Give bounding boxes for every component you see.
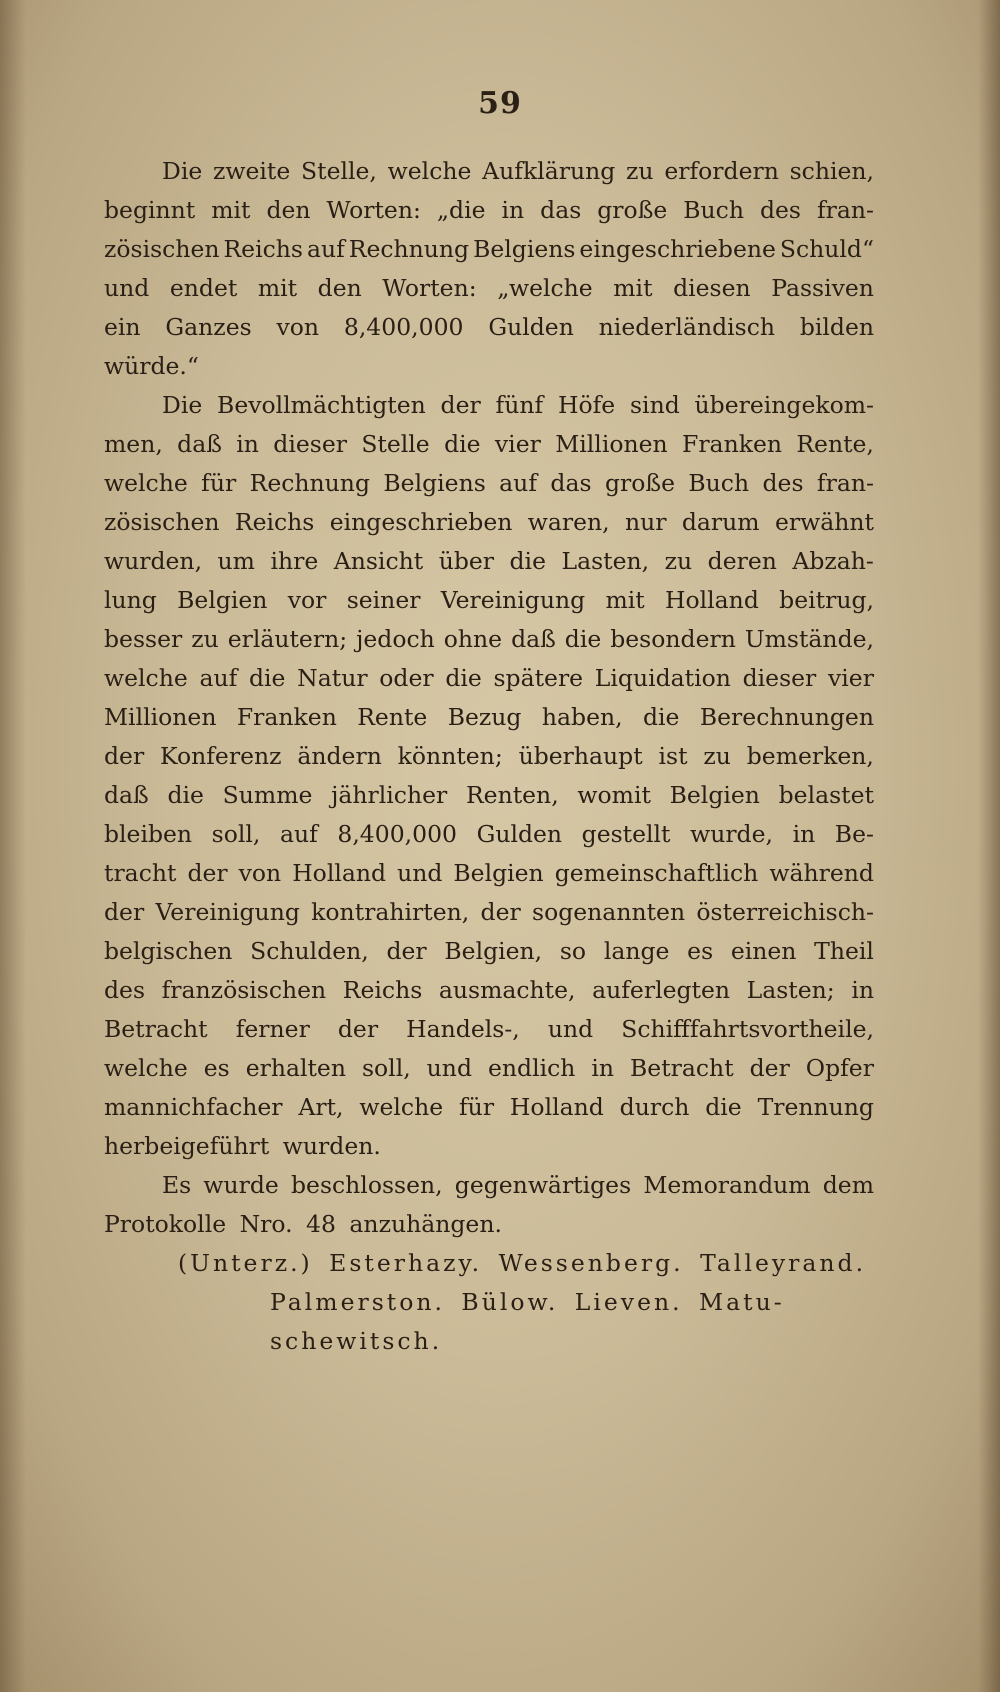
word: Bezug xyxy=(447,703,522,731)
paragraph-agreement-line xyxy=(104,1010,874,1049)
word: soll, xyxy=(361,1054,411,1082)
word: es xyxy=(203,1054,230,1082)
signature-line1: (Unterz.) Esterhazy. Wessenberg. Talleyrand. xyxy=(178,1249,867,1277)
word: erläutern; xyxy=(227,625,348,653)
word: ferner xyxy=(235,1015,310,1043)
word: Belgien xyxy=(669,781,760,809)
word: einen xyxy=(730,937,797,965)
word: jedoch xyxy=(356,625,435,653)
word: Liquidation xyxy=(594,664,731,692)
word: Worten: xyxy=(382,274,477,302)
signature-line2: Palmerston. Bülow. Lieven. Matu- xyxy=(270,1288,785,1316)
word: Ansicht xyxy=(333,547,424,575)
word: bemerken, xyxy=(746,742,874,770)
word: deren xyxy=(707,547,777,575)
word: lung xyxy=(104,586,157,614)
word: die xyxy=(643,703,680,731)
word: welche xyxy=(104,1054,188,1082)
word: bilden xyxy=(799,313,874,341)
word: nur xyxy=(624,508,667,536)
word: diesen xyxy=(673,274,751,302)
word: Berechnungen xyxy=(699,703,874,731)
word: Franken xyxy=(682,430,782,458)
word: zu xyxy=(703,742,731,770)
word: Gulden xyxy=(476,820,563,848)
word: den xyxy=(317,274,362,302)
word: die xyxy=(445,664,482,692)
word: Abzah- xyxy=(792,547,874,575)
word: waren, xyxy=(527,508,610,536)
word: das xyxy=(550,469,592,497)
word: für xyxy=(201,469,237,497)
word: zu xyxy=(191,625,219,653)
word: der xyxy=(104,898,145,926)
word: eingeschriebene xyxy=(579,235,776,263)
word: die xyxy=(564,625,602,653)
word: ein xyxy=(104,313,141,341)
word: endet xyxy=(169,274,238,302)
paragraph-agreement-line xyxy=(104,503,874,542)
word: gestellt xyxy=(581,820,671,848)
word: der xyxy=(440,391,481,419)
word: tracht xyxy=(104,859,177,887)
page-edge-left xyxy=(0,0,26,1692)
word: welche xyxy=(359,1093,444,1121)
word: die xyxy=(249,664,286,692)
word: Stelle, xyxy=(301,157,377,185)
word: ihre xyxy=(270,547,319,575)
word: große xyxy=(604,469,675,497)
word: Es xyxy=(162,1171,192,1199)
signature-line3: schewitsch. xyxy=(270,1327,443,1355)
word: beitrug, xyxy=(779,586,874,614)
word: gegenwärtiges xyxy=(454,1171,632,1199)
word: Rechnung xyxy=(249,469,370,497)
word: Betracht xyxy=(104,1015,208,1043)
word: sogenannten xyxy=(532,898,686,926)
word: des xyxy=(762,469,804,497)
word: Höfe xyxy=(557,391,616,419)
word: Bevollmächtigten xyxy=(217,391,426,419)
word: vier xyxy=(494,430,541,458)
word: darum xyxy=(681,508,760,536)
word: Belgiens xyxy=(383,469,486,497)
word: lange xyxy=(603,937,670,965)
word: das xyxy=(540,196,582,224)
word: Memorandum xyxy=(643,1171,811,1199)
word: Stelle xyxy=(361,430,430,458)
word: der xyxy=(337,1015,379,1043)
word: spätere xyxy=(493,664,584,692)
paragraph-second-passage-line xyxy=(104,269,874,308)
paragraph-second-passage-line xyxy=(104,230,874,269)
paragraph-agreement-line xyxy=(104,542,874,581)
word: wurden, xyxy=(104,547,203,575)
word: Ganzes xyxy=(165,313,252,341)
word: Theil xyxy=(814,937,874,965)
word: Holland xyxy=(509,1093,604,1121)
word: der xyxy=(386,937,427,965)
word: Rente xyxy=(357,703,428,731)
word: Trennung xyxy=(757,1093,874,1121)
page-number: 59 xyxy=(478,86,522,121)
paragraph-agreement-line xyxy=(104,464,874,503)
word: durch xyxy=(619,1093,690,1121)
word: womit xyxy=(577,781,651,809)
paragraph-agreement-line xyxy=(104,815,874,854)
word: niederländisch xyxy=(598,313,775,341)
word: erwähnt xyxy=(774,508,874,536)
word: Holland xyxy=(292,859,387,887)
word: Lasten; xyxy=(746,976,835,1004)
word: ändern xyxy=(297,742,382,770)
word: Buch xyxy=(688,469,750,497)
word: Vereinigung xyxy=(155,898,300,926)
word: auf xyxy=(279,820,318,848)
word: fran- xyxy=(816,196,874,224)
word: über xyxy=(438,547,495,575)
word: haben, xyxy=(541,703,623,731)
word: endlich xyxy=(487,1054,576,1082)
word: von xyxy=(238,859,282,887)
word: fünf xyxy=(495,391,544,419)
word: beschlossen, xyxy=(291,1171,443,1199)
word: vier xyxy=(828,664,874,692)
word: sind xyxy=(630,391,680,419)
word: zweite xyxy=(213,157,291,185)
word: Franken xyxy=(236,703,337,731)
word: ohne xyxy=(443,625,503,653)
page-edge-right xyxy=(978,0,1000,1692)
word: Renten, xyxy=(465,781,559,809)
word: übereingekom- xyxy=(694,391,874,419)
paragraph-agreement-line xyxy=(104,893,874,932)
paragraph-resolution-line: Protokolle Nro. 48 anzuhängen. xyxy=(104,1210,502,1238)
word: Vereinigung xyxy=(440,586,586,614)
word: oder xyxy=(379,664,434,692)
word: dieser xyxy=(273,430,347,458)
word: seiner xyxy=(346,586,421,614)
word: 8,400,000 xyxy=(343,313,464,341)
word: des xyxy=(104,976,146,1004)
word: Die xyxy=(162,391,203,419)
word: belastet xyxy=(778,781,874,809)
body-text xyxy=(104,152,874,1361)
word: wurde, xyxy=(690,820,773,848)
paragraph-agreement-line xyxy=(104,776,874,815)
paragraph-agreement-line xyxy=(104,971,874,1010)
word: men, xyxy=(104,430,163,458)
word: Art, xyxy=(298,1093,344,1121)
word: die xyxy=(509,547,546,575)
paragraph-agreement-line xyxy=(104,932,874,971)
paragraph-agreement-line xyxy=(104,737,874,776)
word: dieser xyxy=(742,664,817,692)
word: und xyxy=(104,274,150,302)
word: des xyxy=(759,196,801,224)
word: überhaupt xyxy=(518,742,643,770)
word: daß xyxy=(104,781,149,809)
word: Natur xyxy=(297,664,368,692)
word: es xyxy=(687,937,714,965)
word: mit xyxy=(613,274,653,302)
word: Lasten, xyxy=(561,547,650,575)
word: die xyxy=(167,781,204,809)
word: auf xyxy=(199,664,238,692)
word: in xyxy=(591,1054,615,1082)
word: Reichs xyxy=(234,508,315,536)
paragraph-resolution-line xyxy=(104,1166,874,1205)
word: in xyxy=(501,196,525,224)
paragraph-agreement-line xyxy=(104,425,874,464)
word: zu xyxy=(664,547,693,575)
word: welche xyxy=(104,469,188,497)
word: mit xyxy=(605,586,645,614)
word: Belgien xyxy=(453,859,544,887)
word: zösischen xyxy=(104,235,220,263)
paragraph-agreement-line xyxy=(104,698,874,737)
word: in xyxy=(851,976,874,1004)
word: so xyxy=(559,937,587,965)
word: besondern xyxy=(610,625,736,653)
word: ist xyxy=(658,742,688,770)
word: die xyxy=(705,1093,742,1121)
paragraph-second-passage-line: würde.“ xyxy=(104,352,199,380)
word: kontrahirten, xyxy=(311,898,470,926)
word: Reichs xyxy=(342,976,423,1004)
word: und xyxy=(397,859,443,887)
word: Handels-, xyxy=(406,1015,520,1043)
word: belgischen xyxy=(104,937,233,965)
word: wurde xyxy=(203,1171,279,1199)
word: daß xyxy=(177,430,222,458)
word: fran- xyxy=(816,469,874,497)
word: dem xyxy=(822,1171,874,1199)
word: den xyxy=(266,196,311,224)
word: welche xyxy=(387,157,472,185)
paragraph-second-passage-line xyxy=(104,152,874,191)
word: auf xyxy=(499,469,538,497)
word: Belgien, xyxy=(444,937,543,965)
paragraph-agreement-line: herbeigeführt wurden. xyxy=(104,1132,381,1160)
paragraph-second-passage-line xyxy=(104,191,874,230)
word: während xyxy=(769,859,874,887)
word: besser xyxy=(104,625,183,653)
word: 8,400,000 xyxy=(337,820,457,848)
word: Worten: xyxy=(326,196,421,224)
word: die xyxy=(444,430,481,458)
word: der xyxy=(480,898,521,926)
word: zu xyxy=(626,157,654,185)
word: zösischen xyxy=(104,508,220,536)
word: beginnt xyxy=(104,196,196,224)
word: Buch xyxy=(683,196,744,224)
word: erfordern xyxy=(664,157,779,185)
word: schien, xyxy=(789,157,874,185)
word: Millionen xyxy=(555,430,668,458)
word: auf xyxy=(306,235,345,263)
paragraph-agreement-line xyxy=(104,581,874,620)
word: könnten; xyxy=(397,742,503,770)
word: jährlicher xyxy=(331,781,448,809)
word: in xyxy=(792,820,816,848)
word: Betracht xyxy=(630,1054,734,1082)
word: Schuld“ xyxy=(779,235,874,263)
word: „die xyxy=(436,196,486,224)
word: Gulden xyxy=(488,313,574,341)
word: bleiben xyxy=(104,820,193,848)
word: und xyxy=(426,1054,472,1082)
word: Belgiens xyxy=(473,235,576,263)
word: in xyxy=(236,430,259,458)
word: auferlegten xyxy=(592,976,731,1004)
word: soll, xyxy=(211,820,261,848)
word: der xyxy=(749,1054,790,1082)
word: Rechnung xyxy=(348,235,470,263)
word: für xyxy=(458,1093,495,1121)
paragraph-agreement-line xyxy=(104,386,874,425)
word: Rente, xyxy=(796,430,874,458)
word: Schulden, xyxy=(250,937,369,965)
paragraph-agreement-line xyxy=(104,659,874,698)
word: Umstände, xyxy=(744,625,874,653)
word: daß xyxy=(511,625,556,653)
paragraph-agreement-line xyxy=(104,854,874,893)
word: gemeinschaftlich xyxy=(554,859,759,887)
word: Schifffahrtsvortheile, xyxy=(621,1015,874,1043)
word: und xyxy=(547,1015,594,1043)
word: Millionen xyxy=(104,703,217,731)
word: Holland xyxy=(665,586,759,614)
word: erhalten xyxy=(245,1054,346,1082)
word: von xyxy=(276,313,320,341)
word: mit xyxy=(211,196,251,224)
word: vor xyxy=(287,586,327,614)
word: der xyxy=(187,859,228,887)
word: Belgien xyxy=(177,586,268,614)
word: Be- xyxy=(834,820,874,848)
paragraph-second-passage-line xyxy=(104,308,874,347)
word: Reichs xyxy=(223,235,303,263)
word: Summe xyxy=(222,781,313,809)
word: Passiven xyxy=(771,274,874,302)
word: Opfer xyxy=(805,1054,874,1082)
word: österreichisch- xyxy=(696,898,874,926)
word: „welche xyxy=(497,274,593,302)
paragraph-agreement-line xyxy=(104,620,874,659)
word: eingeschrieben xyxy=(329,508,513,536)
word: mannichfacher xyxy=(104,1093,283,1121)
word: Die xyxy=(162,157,203,185)
word: Konferenz xyxy=(160,742,282,770)
paragraph-agreement-line xyxy=(104,1088,874,1127)
word: der xyxy=(104,742,145,770)
word: große xyxy=(597,196,668,224)
word: mit xyxy=(257,274,298,302)
word: welche xyxy=(104,664,188,692)
paragraph-agreement-line xyxy=(104,1049,874,1088)
word: ausmachte, xyxy=(438,976,576,1004)
word: Aufklärung xyxy=(482,157,616,185)
word: um xyxy=(217,547,255,575)
word: französischen xyxy=(161,976,327,1004)
